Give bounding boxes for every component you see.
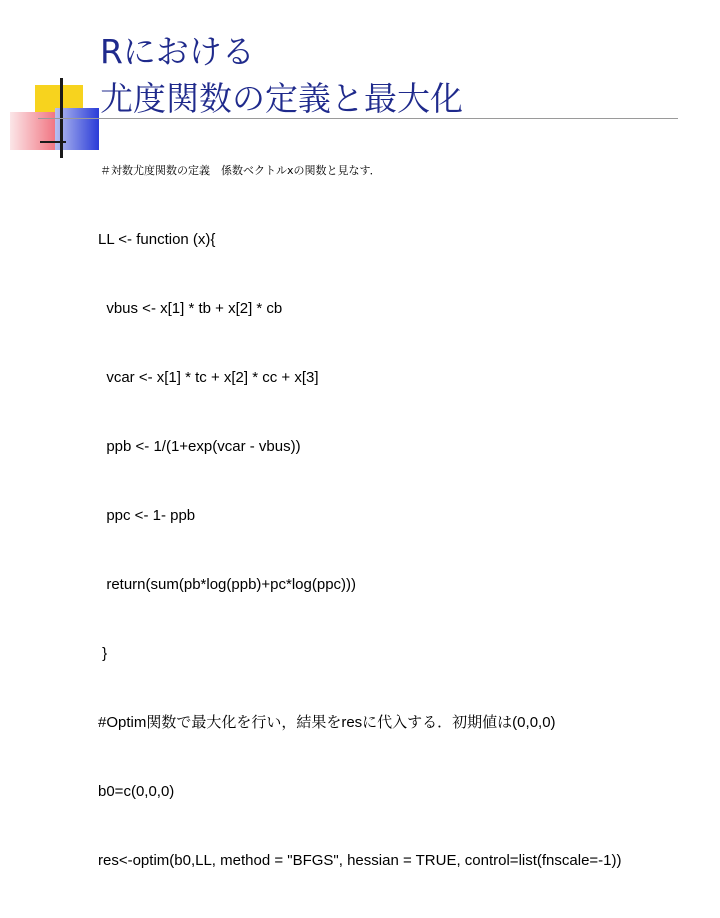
code-line: } <box>98 645 108 662</box>
code-line: res<-optim(b0,LL, method = "BFGS", hessian = TRUE, control=list(fnscale=-1)) <box>98 852 622 869</box>
decor-short-line <box>40 141 66 143</box>
code-line: ppb <- 1/(1+exp(vcar - vbus)) <box>98 438 301 455</box>
code-line: vbus <- x[1] * tb + x[2] * cb <box>98 300 283 317</box>
comment-line: ＃対数尤度関数の定義 係数ベクトルxの関数と見なす． <box>100 164 381 177</box>
title-line-1: Rにおける <box>100 32 255 71</box>
title-line-2: 尤度関数の定義と最大化 <box>100 79 463 118</box>
slide-body <box>98 160 700 918</box>
code-line: b0=c(0,0,0) <box>98 783 175 800</box>
slide-title <box>100 28 463 122</box>
code-block <box>98 182 700 918</box>
code-line: ppc <- 1- ppb <box>98 507 196 524</box>
code-line: LL <- function (x){ <box>98 231 216 248</box>
code-line: #Optim関数で最大化を行い，結果をresに代入する．初期値は(0,0,0) <box>98 714 556 731</box>
code-line: vcar <- x[1] * tc + x[2] * cc + x[3] <box>98 369 319 386</box>
code-line: return(sum(pb*log(ppb)+pc*log(ppc))) <box>98 576 357 593</box>
